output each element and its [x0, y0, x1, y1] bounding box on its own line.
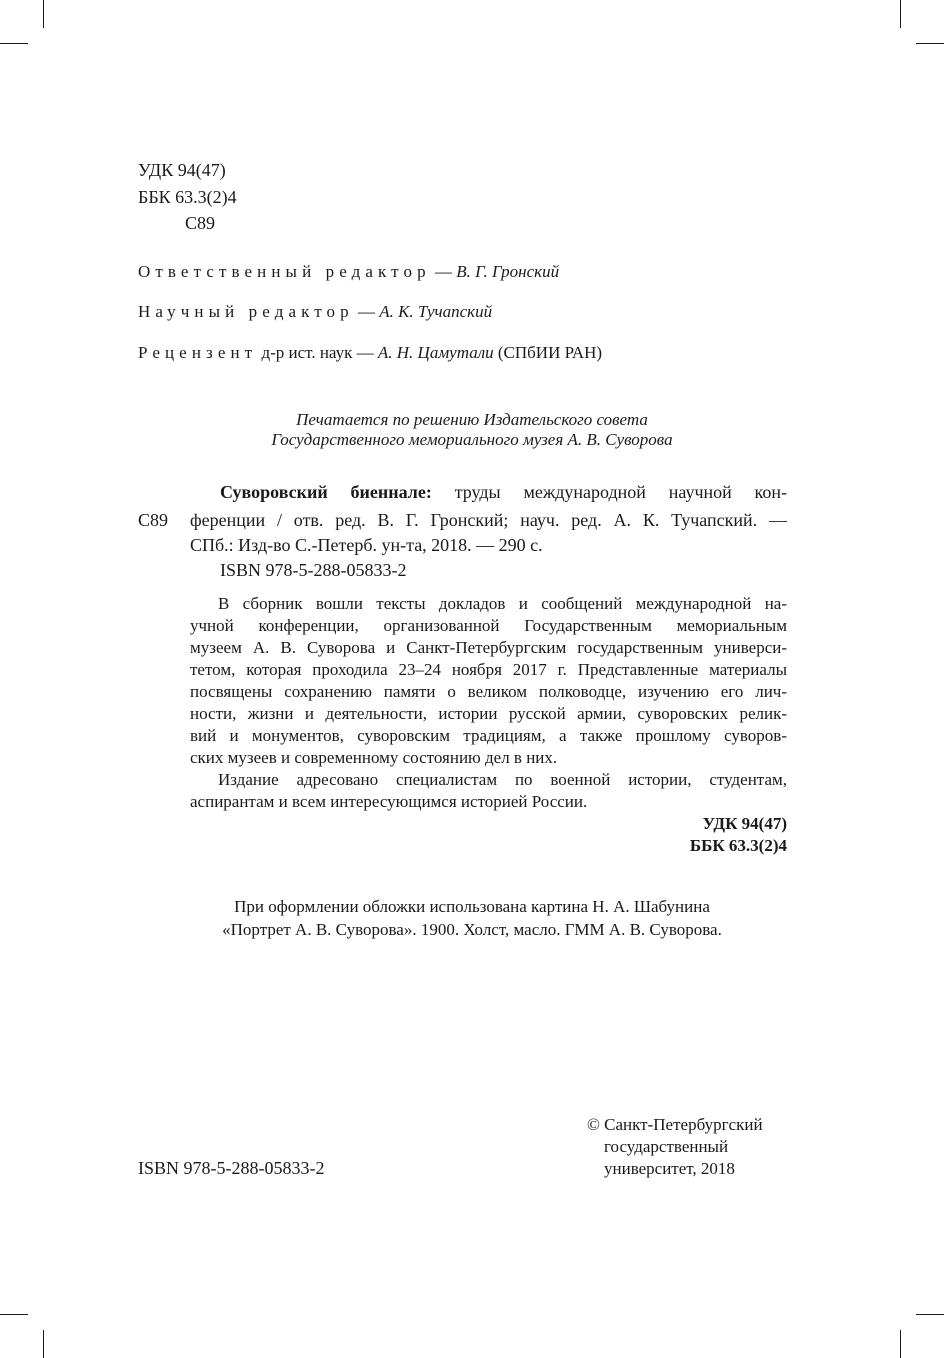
- crop-mark-top-left-horizontal: [0, 43, 28, 44]
- reviewer-label: Рецензент: [138, 343, 258, 362]
- copyright-line-1: © Санкт-Петербургский: [587, 1115, 763, 1134]
- catalog-isbn: ISBN 978-5-288-05833-2: [220, 560, 407, 580]
- footer-isbn: ISBN 978-5-288-05833-2: [138, 1158, 325, 1178]
- crop-mark-top-left-vertical: [43, 0, 44, 28]
- catalog-line-2: ференции / отв. ред. В. Г. Гронский; науч. ред. А. К. Тучапский. —: [190, 510, 787, 530]
- annotation-line: вий и монументов, суворовским традициям, а также прошлому суворов-: [190, 726, 787, 745]
- responsible-editor-name: В. Г. Гронский: [456, 262, 560, 281]
- catalog-line-3: СПб.: Изд-во С.-Петерб. ун-та, 2018. — 290 с.: [190, 535, 543, 555]
- annotation-line: ности, жизни и деятельности, истории русской армии, суворовских релик-: [190, 704, 787, 723]
- annotation-line: музеем А. В. Суворова и Санкт-Петербургским государственным универси-: [190, 638, 787, 657]
- dash: —: [356, 343, 374, 362]
- annotation-line: аспирантам и всем интересующимся историей России.: [190, 792, 588, 811]
- crop-mark-bottom-right-vertical: [900, 1330, 901, 1358]
- bbk-code: ББК 63.3(2)4: [138, 187, 237, 207]
- dash: —: [357, 302, 375, 321]
- cover-note-line-1: При оформлении обложки использована картина Н. А. Шабунина: [234, 897, 710, 916]
- crop-mark-bottom-right-horizontal: [916, 1314, 944, 1315]
- dash: —: [434, 262, 452, 281]
- responsible-editor-label: Ответственный редактор: [138, 262, 431, 281]
- reviewer-line: [138, 343, 602, 363]
- annotation-udk: УДК 94(47): [702, 814, 787, 833]
- reviewer-name: А. Н. Цамутали: [377, 343, 494, 362]
- annotation-line: Издание адресовано специалистам по военной истории, студентам,: [218, 770, 787, 789]
- crop-mark-bottom-left-horizontal: [0, 1314, 28, 1315]
- catalog-title: Суворовский биеннале:: [220, 482, 432, 502]
- responsible-editor-line: [138, 262, 559, 282]
- annotation-line: учной конференции, организованной Государственным мемориальным: [190, 616, 787, 635]
- catalog-author-mark: С89: [138, 510, 169, 530]
- annotation-line: посвящены сохранению памяти о великом полководце, изучению его лич-: [190, 682, 787, 701]
- catalog-title-rest: труды международной научной кон-: [454, 482, 788, 502]
- annotation-line: ских музеев и современному состоянию дел в них.: [190, 748, 558, 767]
- scientific-editor-line: [138, 302, 492, 322]
- annotation-line: В сборник вошли тексты докладов и сообщений международной на-: [218, 594, 787, 613]
- annotation-line: тетом, которая проходила 23–24 ноября 2017 г. Представленные материалы: [190, 660, 787, 679]
- crop-mark-bottom-left-vertical: [43, 1330, 44, 1358]
- crop-mark-top-right-horizontal: [916, 43, 944, 44]
- catalog-title-line: [220, 482, 787, 503]
- cover-note-line-2: «Портрет А. В. Суворова». 1900. Холст, масло. ГММ А. В. Суворова.: [222, 920, 722, 939]
- imprimatur-line-2: Государственного мемориального музея А. В. Суворова: [271, 430, 673, 449]
- crop-mark-top-right-vertical: [900, 0, 901, 28]
- udk-code: УДК 94(47): [138, 160, 226, 180]
- imprimatur-line-1: Печатается по решению Издательского совета: [296, 410, 648, 429]
- author-mark: С89: [185, 213, 216, 233]
- copyright-line-3: университет, 2018: [604, 1159, 735, 1178]
- scientific-editor-name: А. К. Тучапский: [379, 302, 493, 321]
- reviewer-degree: д-р ист. наук: [261, 343, 353, 362]
- scientific-editor-label: Научный редактор: [138, 302, 354, 321]
- copyright-line-2: государственный: [604, 1137, 729, 1156]
- reviewer-org: (СПбИИ РАН): [497, 343, 603, 362]
- annotation-bbk: ББК 63.3(2)4: [689, 836, 787, 855]
